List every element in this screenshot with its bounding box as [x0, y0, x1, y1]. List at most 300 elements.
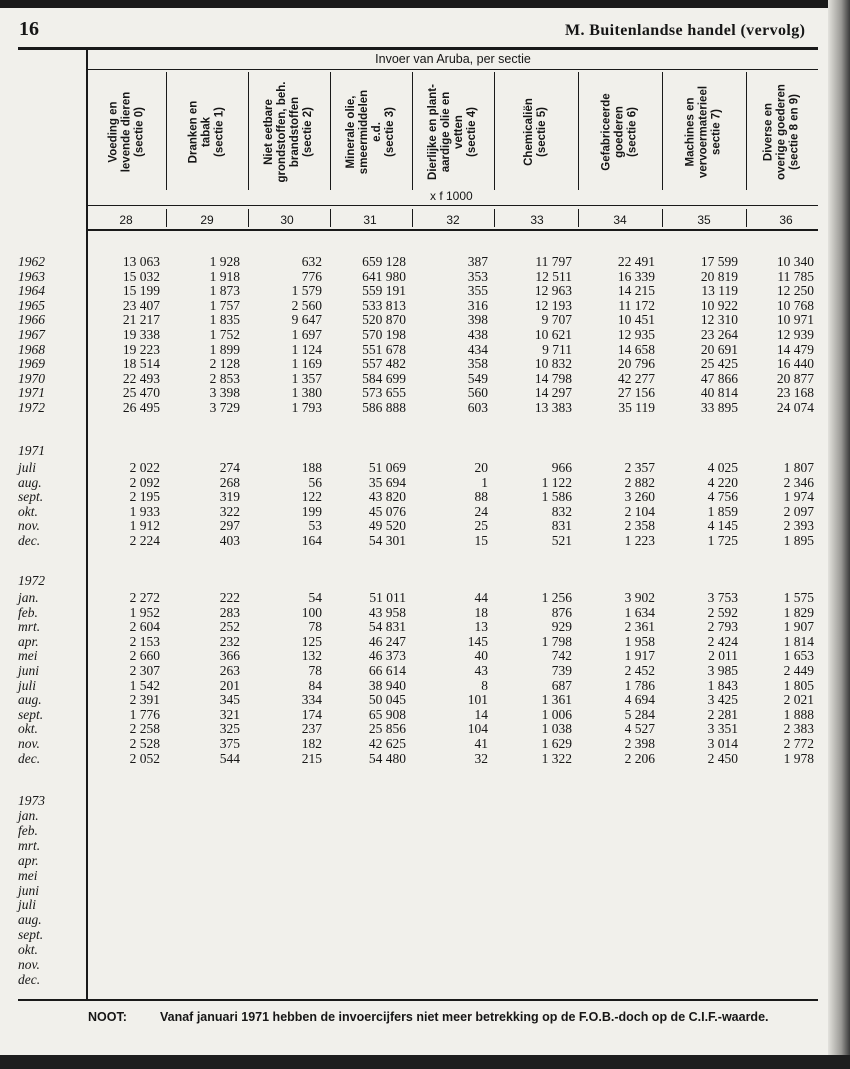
table-cell: 398 [467, 312, 488, 328]
table-cell: 641 980 [362, 268, 406, 284]
table-cell: 4 527 [624, 721, 655, 737]
table-cell: 1 322 [541, 750, 572, 766]
section-title: M. Buitenlandse handel (vervolg) [565, 22, 806, 39]
table-cell: 1 357 [291, 370, 322, 386]
row-label: nov. [18, 736, 40, 751]
column-number: 31 [363, 213, 377, 227]
table-cell: 20 691 [700, 341, 738, 357]
table-cell: 122 [301, 489, 322, 505]
row-label: aug. [18, 474, 42, 490]
column-header-label: Minerale olie, smeermiddelen e.d. (sectie 3) [345, 89, 396, 175]
table-cell: 24 [474, 503, 488, 519]
table-cell: 40 814 [700, 385, 738, 401]
table-cell: 403 [219, 533, 240, 548]
table-cell: 18 514 [122, 356, 160, 372]
table-cell: 1 933 [129, 503, 160, 519]
table-cell: 2 307 [129, 663, 160, 678]
table-cell: 1 124 [291, 341, 322, 357]
table-cell: 40 [474, 648, 488, 664]
column-number: 28 [119, 213, 133, 227]
table-cell: 2 022 [129, 460, 160, 475]
table-cell: 4 694 [624, 692, 655, 708]
table-cell: 56 [308, 474, 322, 490]
table-cell: 15 199 [122, 283, 160, 299]
column-number: 34 [613, 213, 627, 227]
table-cell: 50 045 [368, 692, 406, 708]
table-cell: 2 346 [783, 474, 814, 490]
table-cell: 132 [301, 648, 322, 664]
table-cell: 1 786 [624, 677, 655, 693]
table-cell: 24 074 [776, 400, 814, 415]
table-cell: 78 [308, 619, 322, 635]
table-cell: 2 153 [129, 633, 160, 649]
table-cell: 3 351 [707, 721, 738, 737]
table-cell: 521 [551, 533, 572, 548]
table-cell: 232 [219, 633, 240, 649]
table-cell: 46 247 [368, 633, 406, 649]
table-cell: 12 250 [776, 283, 814, 299]
column-number: 32 [446, 213, 460, 227]
column-number-divider [248, 209, 249, 227]
table-cell: 13 383 [534, 400, 572, 415]
table-cell: 1 752 [209, 327, 240, 342]
table-cell: 12 511 [535, 268, 572, 284]
table-cell: 26 495 [122, 400, 160, 415]
table-cell: 1 807 [783, 460, 814, 475]
column-divider [248, 72, 249, 190]
table-cell: 1 038 [541, 721, 572, 737]
table-cell: 4 756 [707, 489, 738, 505]
table-cell: 557 482 [362, 356, 406, 372]
table-cell: 2 391 [129, 692, 160, 708]
row-label: 1966 [18, 312, 45, 328]
table-group-title: Invoer van Aruba, per sectie [375, 52, 531, 66]
row-label: juni [18, 882, 40, 898]
row-label: feb. [18, 604, 38, 620]
table-cell: 739 [551, 663, 572, 678]
table-cell: 2 592 [707, 604, 738, 620]
row-label: apr. [18, 633, 39, 649]
row-label: 1965 [18, 297, 45, 313]
table-cell: 533 813 [362, 297, 406, 313]
table-cell: 1 169 [291, 356, 322, 372]
unit-label: x f 1000 [430, 189, 473, 203]
table-cell: 1 256 [541, 590, 572, 605]
table-cell: 2 882 [624, 474, 655, 490]
table-cell: 49 520 [368, 518, 406, 534]
table-cell: 559 191 [362, 283, 406, 299]
table-cell: 8 [481, 677, 488, 693]
table-cell: 188 [301, 460, 322, 475]
column-number: 30 [280, 213, 294, 227]
table-cell: 549 [467, 370, 488, 386]
column-number: 35 [697, 213, 711, 227]
table-cell: 358 [467, 356, 488, 372]
table-cell: 3 398 [209, 385, 240, 401]
table-cell: 10 340 [776, 254, 814, 269]
table-cell: 3 985 [707, 663, 738, 678]
table-cell: 20 [474, 460, 488, 475]
table-cell: 1 829 [783, 604, 814, 620]
table-cell: 929 [551, 619, 572, 635]
table-cell: 25 470 [122, 385, 160, 401]
scan-right-edge [828, 0, 850, 1069]
table-cell: 2 853 [209, 370, 240, 386]
table-cell: 632 [301, 254, 322, 269]
row-label: jan. [18, 590, 39, 605]
table-cell: 297 [219, 518, 240, 534]
table-cell: 742 [551, 648, 572, 664]
table-cell: 2 393 [783, 518, 814, 534]
table-cell: 2 383 [783, 721, 814, 737]
column-divider [166, 72, 167, 190]
table-cell: 321 [219, 706, 240, 722]
table-cell: 1 [481, 474, 488, 490]
row-label: mei [18, 648, 38, 664]
table-cell: 2 361 [624, 619, 655, 635]
column-header-30 [248, 72, 330, 192]
table-cell: 12 935 [617, 327, 655, 342]
table-cell: 345 [219, 692, 240, 708]
table-cell: 1 629 [541, 736, 572, 751]
column-header-label: Machines en vervoermaterieel sectie 7) [684, 85, 723, 179]
column-header-label: Dierlijke en plant- aardige olie en vetten (sectie 4) [427, 84, 478, 180]
row-label: 1968 [18, 341, 45, 357]
column-number-rule [88, 229, 818, 231]
row-label: mei [18, 867, 38, 883]
row-label: mrt. [18, 619, 41, 635]
table-cell: 560 [467, 385, 488, 401]
table-cell: 54 [308, 590, 322, 605]
table-cell: 10 768 [776, 297, 814, 313]
table-cell: 23 168 [776, 385, 814, 401]
table-cell: 1 542 [129, 677, 160, 693]
table-cell: 1 907 [783, 619, 814, 635]
table-cell: 2 258 [129, 721, 160, 737]
row-label: juni [18, 663, 40, 678]
header-rule-top [18, 47, 818, 50]
table-cell: 46 373 [368, 648, 406, 664]
table-cell: 2 604 [129, 619, 160, 635]
table-cell: 3 753 [707, 590, 738, 605]
table-cell: 1 579 [291, 283, 322, 299]
table-cell: 1 793 [291, 400, 322, 415]
table-cell: 1 895 [783, 533, 814, 548]
table-cell: 12 193 [534, 297, 572, 313]
table-cell: 14 215 [617, 283, 655, 299]
table-cell: 1 814 [783, 633, 814, 649]
table-cell: 263 [219, 663, 240, 678]
table-cell: 687 [551, 677, 572, 693]
table-cell: 570 198 [362, 327, 406, 342]
table-cell: 2 793 [707, 619, 738, 635]
table-cell: 11 797 [535, 254, 572, 269]
table-cell: 3 260 [624, 489, 655, 505]
table-cell: 586 888 [362, 400, 406, 415]
scan-top-edge [0, 0, 850, 8]
column-header-label: Dranken en tabak (sectie 1) [187, 100, 226, 164]
column-header-label: Chemicaliën (sectie 5) [523, 98, 548, 166]
column-divider [746, 72, 747, 190]
table-cell: 520 870 [362, 312, 406, 328]
table-cell: 65 908 [368, 706, 406, 722]
table-cell: 14 297 [534, 385, 572, 401]
table-cell: 9 711 [542, 341, 572, 357]
table-cell: 1 634 [624, 604, 655, 620]
table-cell: 2 128 [209, 356, 240, 372]
row-label: okt. [18, 942, 38, 958]
row-label: sept. [18, 706, 44, 722]
table-cell: 25 425 [700, 356, 738, 372]
table-cell: 145 [467, 633, 488, 649]
table-cell: 252 [219, 619, 240, 635]
table-cell: 316 [467, 297, 488, 313]
column-divider [578, 72, 579, 190]
column-header-label: Gefabriceerde goederen (sectie 6) [600, 93, 639, 171]
table-cell: 2 424 [707, 633, 738, 649]
column-number-divider [412, 209, 413, 227]
table-cell: 10 832 [534, 356, 572, 372]
table-cell: 78 [308, 663, 322, 678]
table-cell: 1 653 [783, 648, 814, 664]
table-cell: 10 922 [700, 297, 738, 313]
table-cell: 2 272 [129, 590, 160, 605]
table-cell: 1 380 [291, 385, 322, 401]
table-cell: 366 [219, 648, 240, 664]
table-cell: 1 952 [129, 604, 160, 620]
row-label: 1972 [18, 400, 45, 415]
table-cell: 2 224 [129, 533, 160, 548]
row-label: nov. [18, 957, 40, 972]
table-cell: 84 [308, 677, 322, 693]
table-cell: 2 281 [707, 706, 738, 722]
table-cell: 2 195 [129, 489, 160, 505]
table-cell: 3 014 [707, 736, 738, 751]
table-cell: 43 958 [368, 604, 406, 620]
row-label: jan. [18, 808, 39, 823]
table-cell: 237 [301, 721, 322, 737]
table-cell: 19 338 [122, 327, 160, 342]
table-cell: 66 614 [368, 663, 406, 678]
column-divider [330, 72, 331, 190]
column-divider [412, 72, 413, 190]
table-cell: 22 491 [617, 254, 655, 269]
column-header-31 [330, 72, 412, 192]
group-title-rule [88, 69, 818, 70]
footnote-text: Vanaf januari 1971 hebben de invoercijfers niet meer betrekking op de F.O.B.-doch op de C.I.F.-waarde. [160, 1010, 769, 1024]
table-cell: 551 678 [362, 341, 406, 357]
column-header-32 [412, 72, 494, 192]
table-cell: 2 772 [783, 736, 814, 751]
table-cell: 584 699 [362, 370, 406, 386]
table-cell: 659 128 [362, 254, 406, 269]
year-heading-1971: 1971 [18, 443, 45, 458]
row-label: aug. [18, 692, 42, 708]
table-cell: 375 [219, 736, 240, 751]
table-cell: 387 [467, 254, 488, 269]
table-cell: 14 479 [776, 341, 814, 357]
row-label: 1971 [18, 385, 45, 401]
table-cell: 325 [219, 721, 240, 737]
row-label: okt. [18, 721, 38, 737]
table-cell: 215 [301, 750, 322, 766]
table-cell: 16 339 [617, 268, 655, 284]
table-cell: 10 971 [776, 312, 814, 328]
table-cell: 16 440 [776, 356, 814, 372]
row-label: 1969 [18, 356, 45, 372]
table-cell: 1 978 [783, 750, 814, 766]
table-cell: 104 [467, 721, 488, 737]
table-cell: 42 277 [617, 370, 655, 386]
column-header-29 [166, 72, 248, 192]
row-label: dec. [18, 533, 41, 548]
table-cell: 13 119 [701, 283, 738, 299]
column-number-divider [330, 209, 331, 227]
table-cell: 2 358 [624, 518, 655, 534]
table-cell: 2 021 [783, 692, 814, 708]
row-label: juli [18, 897, 37, 913]
table-cell: 2 560 [291, 297, 322, 313]
footer-rule [18, 999, 818, 1001]
table-cell: 876 [551, 604, 572, 620]
table-cell: 2 528 [129, 736, 160, 751]
table-cell: 2 357 [624, 460, 655, 475]
table-cell: 1 835 [209, 312, 240, 328]
table-cell: 27 156 [617, 385, 655, 401]
table-cell: 1 223 [624, 533, 655, 548]
table-cell: 14 [474, 706, 488, 722]
table-cell: 47 866 [700, 370, 738, 386]
table-cell: 322 [219, 503, 240, 519]
table-cell: 1 575 [783, 590, 814, 605]
row-label: nov. [18, 518, 40, 534]
row-label: dec. [18, 971, 41, 987]
row-label: 1962 [18, 254, 45, 269]
table-cell: 2 052 [129, 750, 160, 766]
footnote-label: NOOT: [88, 1010, 127, 1024]
table-cell: 43 [474, 663, 488, 678]
year-heading-1973: 1973 [18, 793, 45, 808]
table-cell: 182 [301, 736, 322, 751]
column-number-divider [494, 209, 495, 227]
row-label: aug. [18, 912, 42, 928]
row-label: okt. [18, 503, 38, 519]
column-number-divider [746, 209, 747, 227]
table-cell: 100 [301, 604, 322, 620]
page-number: 16 [19, 18, 39, 40]
table-cell: 21 217 [122, 312, 160, 328]
column-number-divider [578, 209, 579, 227]
table-cell: 573 655 [362, 385, 406, 401]
column-header-35 [662, 72, 746, 192]
table-cell: 1 586 [541, 489, 572, 505]
row-label: apr. [18, 852, 39, 868]
table-cell: 1 873 [209, 283, 240, 299]
table-cell: 2 449 [783, 663, 814, 678]
table-cell: 17 599 [700, 254, 738, 269]
table-cell: 2 206 [624, 750, 655, 766]
table-cell: 434 [467, 341, 488, 357]
column-number: 33 [530, 213, 544, 227]
column-number: 36 [779, 213, 793, 227]
table-cell: 2 011 [708, 648, 738, 664]
table-cell: 44 [474, 590, 488, 605]
row-label: feb. [18, 822, 38, 838]
table-cell: 2 450 [707, 750, 738, 766]
table-cell: 20 877 [776, 370, 814, 386]
table-cell: 54 831 [368, 619, 406, 635]
table-cell: 43 820 [368, 489, 406, 505]
table-cell: 1 798 [541, 633, 572, 649]
row-label: sept. [18, 927, 44, 943]
table-cell: 353 [467, 268, 488, 284]
table-cell: 222 [219, 590, 240, 605]
column-header-28 [88, 72, 166, 192]
column-header-33 [494, 72, 578, 192]
table-cell: 32 [474, 750, 488, 766]
table-cell: 966 [551, 460, 572, 475]
table-cell: 3 425 [707, 692, 738, 708]
row-label: 1964 [18, 283, 45, 299]
table-cell: 11 172 [618, 297, 655, 313]
row-label: dec. [18, 750, 41, 766]
table-cell: 1 974 [783, 489, 814, 505]
table-cell: 1 859 [707, 503, 738, 519]
table-cell: 12 963 [534, 283, 572, 299]
table-cell: 18 [474, 604, 488, 620]
table-cell: 603 [467, 400, 488, 415]
unit-rule [88, 205, 818, 206]
table-cell: 35 694 [368, 474, 406, 490]
year-heading-1972: 1972 [18, 573, 45, 588]
row-label: juli [18, 460, 37, 475]
table-cell: 41 [474, 736, 488, 751]
table-cell: 1 006 [541, 706, 572, 722]
table-cell: 88 [474, 489, 488, 505]
column-header-36 [746, 72, 818, 192]
table-cell: 9 707 [541, 312, 572, 328]
table-cell: 319 [219, 489, 240, 505]
table-cell: 1 805 [783, 677, 814, 693]
table-cell: 334 [301, 692, 322, 708]
table-cell: 23 264 [700, 327, 738, 342]
row-label: 1967 [18, 327, 45, 342]
table-cell: 1 843 [707, 677, 738, 693]
table-cell: 1 958 [624, 633, 655, 649]
table-cell: 2 097 [783, 503, 814, 519]
table-cell: 1 888 [783, 706, 814, 722]
row-label: 1963 [18, 268, 45, 284]
table-cell: 125 [301, 633, 322, 649]
table-cell: 2 398 [624, 736, 655, 751]
table-cell: 45 076 [368, 503, 406, 519]
column-number: 29 [200, 213, 214, 227]
table-cell: 1 918 [209, 268, 240, 284]
table-cell: 38 940 [368, 677, 406, 693]
table-cell: 2 660 [129, 648, 160, 664]
table-cell: 25 [474, 518, 488, 534]
table-cell: 12 310 [700, 312, 738, 328]
table-cell: 1 776 [129, 706, 160, 722]
table-cell: 1 917 [624, 648, 655, 664]
table-cell: 544 [219, 750, 240, 766]
table-cell: 12 939 [776, 327, 814, 342]
row-label: sept. [18, 489, 44, 505]
table-cell: 2 104 [624, 503, 655, 519]
table-cell: 268 [219, 474, 240, 490]
table-cell: 831 [551, 518, 572, 534]
table-cell: 1 757 [209, 297, 240, 313]
